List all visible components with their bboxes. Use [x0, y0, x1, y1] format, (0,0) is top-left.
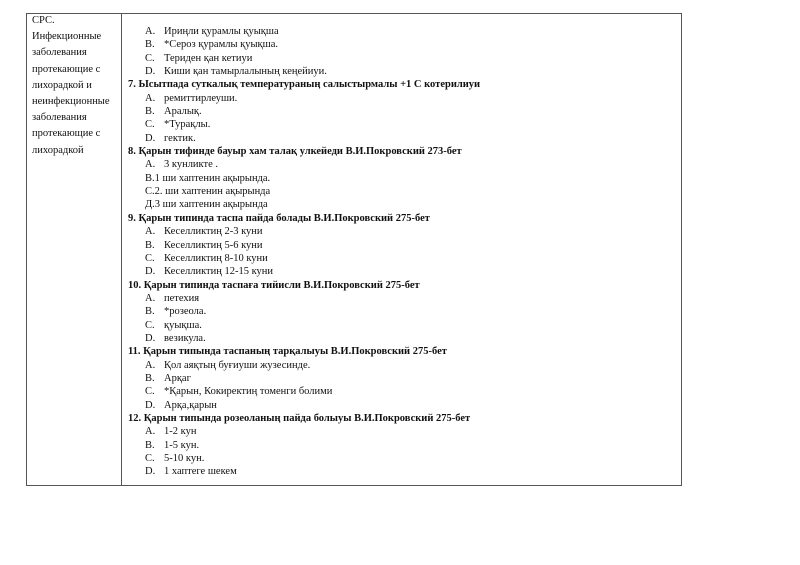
question-heading: 11. Қарын типында таспаның тарқалыуы В.И.Покровский 275-бет: [128, 346, 447, 358]
answer-option: [128, 239, 678, 252]
option-text: ремиттирлеуши.: [164, 92, 238, 104]
option-letter: B.: [145, 106, 155, 118]
option-text: қуықша.: [164, 319, 202, 331]
answer-option: B.1 ши хаптенин ақырында.: [145, 172, 271, 184]
question-heading: 7. Ысытпада суткалық температураның салыстырмалы +1 С котерилиуи: [128, 79, 481, 91]
answer-option: [128, 132, 678, 145]
option-letter: A.: [145, 292, 156, 304]
option-text: *Қарын, Кокиректиң томенги болими: [164, 386, 333, 398]
option-letter: A.: [145, 359, 156, 371]
answer-option: [128, 118, 678, 131]
option-text: Арқаг: [164, 372, 191, 384]
option-text: Қол аяқтың буғиуши жузесинде.: [164, 359, 311, 371]
option-text: везикула.: [164, 332, 206, 344]
column-divider: [121, 13, 122, 486]
option-text: Арқа,қарын: [164, 399, 217, 411]
answer-option: [128, 52, 678, 65]
topic-line: заболевания: [32, 112, 87, 124]
answer-option: C.2. ши хаптенин ақырында: [145, 186, 271, 198]
topic-line: лихорадкой и: [32, 79, 92, 91]
answer-option: [128, 332, 678, 345]
question-heading: 8. Қарын тифинде бауыр хам талақ улкейеди В.И.Покровский 273-бет: [128, 146, 462, 158]
question-heading: 9. Қарын типинда таспа пайда болады В.И.Покровский 275-бет: [128, 212, 430, 224]
answer-option: [128, 225, 678, 238]
answer-option: [128, 25, 678, 38]
option-letter: B.: [145, 372, 155, 384]
answer-option: [128, 425, 678, 438]
option-letter: A.: [145, 92, 156, 104]
option-letter: C.: [145, 319, 155, 331]
option-text: 5-10 кун.: [164, 453, 205, 464]
topic-cell: [32, 13, 120, 159]
option-letter: B.: [145, 39, 155, 51]
topic-line: протекающие с: [32, 63, 101, 75]
topic-line: Инфекционные: [32, 31, 102, 43]
option-letter: D.: [145, 66, 156, 78]
topic-line: заболевания: [32, 47, 87, 59]
answer-option: [128, 158, 678, 171]
answer-option: [128, 439, 678, 452]
questions-cell: [128, 25, 678, 479]
option-text: 1-2 кун: [164, 426, 197, 438]
answer-option: [128, 292, 678, 305]
option-text: 1 хаптеге шекем: [164, 466, 237, 478]
option-letter: C.: [145, 52, 155, 64]
option-text: Ириңли қурамлы қуықша: [164, 26, 279, 37]
option-letter: C.: [145, 119, 155, 131]
option-text: 1-5 кун.: [164, 439, 200, 451]
option-letter: A.: [145, 226, 156, 238]
option-letter: D.: [145, 466, 156, 478]
answer-option: [128, 305, 678, 318]
option-letter: C.: [145, 453, 155, 464]
answer-option: [128, 465, 678, 478]
option-text: Киши қан тамырлалының кеңейиуи.: [164, 66, 327, 78]
option-letter: C.: [145, 386, 155, 398]
option-text: 3 кунликте .: [164, 159, 219, 171]
option-letter: D.: [145, 132, 156, 144]
option-letter: B.: [145, 306, 155, 318]
answer-option: [128, 399, 678, 412]
topic-line: лихорадкой: [32, 144, 84, 156]
option-letter: A.: [145, 159, 156, 171]
answer-option: [128, 252, 678, 265]
question-heading: 12. Қарын типында розеоланың пайда болыуы В.И.Покровский 275-бет: [128, 412, 471, 424]
option-text: *Сероз қурамлы қуықша.: [164, 39, 279, 51]
option-letter: D.: [145, 399, 156, 411]
topic-line: неинфекционные: [32, 96, 110, 108]
topic-line: СРС.: [32, 15, 55, 26]
option-letter: D.: [145, 266, 156, 278]
answer-option: [128, 92, 678, 105]
answer-option: [128, 372, 678, 385]
option-text: Кеселликтиң 8-10 куни: [164, 252, 268, 264]
answer-option: Д.3 ши хаптенин ақырында: [145, 199, 268, 211]
option-letter: A.: [145, 426, 156, 438]
option-text: *Турақлы.: [164, 119, 211, 131]
option-text: *розеола.: [164, 306, 207, 318]
option-letter: C.: [145, 252, 155, 264]
question-heading: 10. Қарын типинда таспаға тийисли В.И.Покровский 275-бет: [128, 279, 420, 291]
answer-option: [128, 38, 678, 51]
option-text: Кеселликтиң 2-3 куни: [164, 226, 263, 238]
option-text: Аралық.: [164, 106, 202, 118]
answer-option: [128, 265, 678, 278]
option-text: Кеселликтиң 12-15 куни: [164, 266, 274, 278]
option-text: Териден қан кетиуи: [164, 52, 253, 64]
answer-option: [128, 452, 678, 465]
answer-option: [128, 359, 678, 372]
topic-line: протекающие с: [32, 128, 101, 140]
answer-option: [128, 65, 678, 78]
option-text: гектик.: [164, 132, 196, 144]
answer-option: [128, 319, 678, 332]
answer-option: [128, 385, 678, 398]
option-letter: A.: [145, 26, 156, 37]
option-text: Кеселликтиң 5-6 куни: [164, 239, 263, 251]
option-letter: D.: [145, 332, 156, 344]
option-letter: B.: [145, 439, 155, 451]
option-text: петехия: [164, 292, 200, 304]
option-letter: B.: [145, 239, 155, 251]
answer-option: [128, 105, 678, 118]
